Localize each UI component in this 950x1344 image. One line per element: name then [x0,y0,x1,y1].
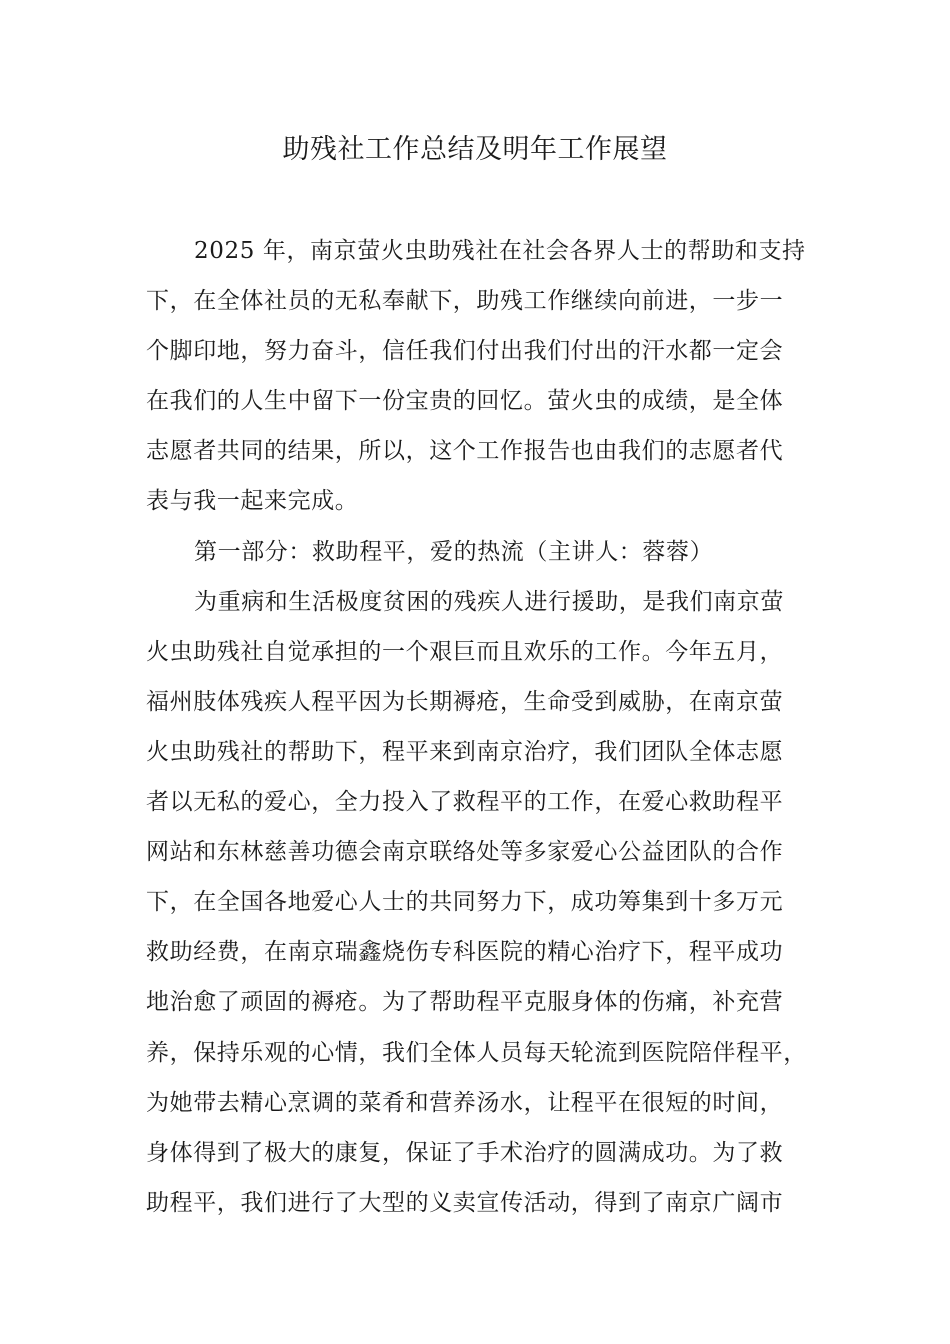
text-line: 志愿者共同的结果，所以，这个工作报告也由我们的志愿者代 [146,438,784,465]
text-line: 火虫助残社的帮助下，程平来到南京治疗，我们团队全体志愿 [146,738,784,765]
text-line: 为她带去精心烹调的菜肴和营养汤水，让程平在很短的时间， [146,1089,784,1116]
text-line: 下，在全体社员的无私奉献下，助残工作继续向前进，一步一 [146,288,784,315]
text-line: 2025 年，南京萤火虫助残社在社会各界人士的帮助和支持 [194,238,806,264]
text-line: 养，保持乐观的心情，我们全体人员每天轮流到医院陪伴程平， [146,1039,807,1066]
document-title: 助残社工作总结及明年工作展望 [282,134,668,165]
text-line: 第一部分：救助程平，爱的热流（主讲人：蓉蓉） [194,538,714,565]
text-line: 下，在全国各地爱心人士的共同努力下，成功筹集到十多万元 [146,889,784,916]
document-body [146,226,836,1228]
text-line: 身体得到了极大的康复，保证了手术治疗的圆满成功。为了救 [146,1139,784,1166]
text-line: 网站和东林慈善功德会南京联络处等多家爱心公益团队的合作 [146,839,784,866]
text-line: 表与我一起来完成。 [146,488,359,515]
text-line: 为重病和生活极度贫困的残疾人进行援助，是我们南京萤 [194,588,784,615]
text-line: 火虫助残社自觉承担的一个艰巨而且欢乐的工作。今年五月， [146,638,784,665]
text-line: 地治愈了顽固的褥疮。为了帮助程平克服身体的伤痛，补充营 [146,989,784,1016]
text-line: 在我们的人生中留下一份宝贵的回忆。萤火虫的成绩，是全体 [146,388,784,415]
text-line: 者以无私的爱心，全力投入了救程平的工作，在爱心救助程平 [146,789,784,816]
text-line: 助程平，我们进行了大型的义卖宣传活动，得到了南京广阔市 [146,1189,784,1216]
text-line: 救助经费，在南京瑞鑫烧伤专科医院的精心治疗下，程平成功 [146,939,784,966]
text-line: 福州肢体残疾人程平因为长期褥疮，生命受到威胁，在南京萤 [146,688,784,715]
text-line: 个脚印地，努力奋斗，信任我们付出我们付出的汗水都一定会 [146,338,784,365]
